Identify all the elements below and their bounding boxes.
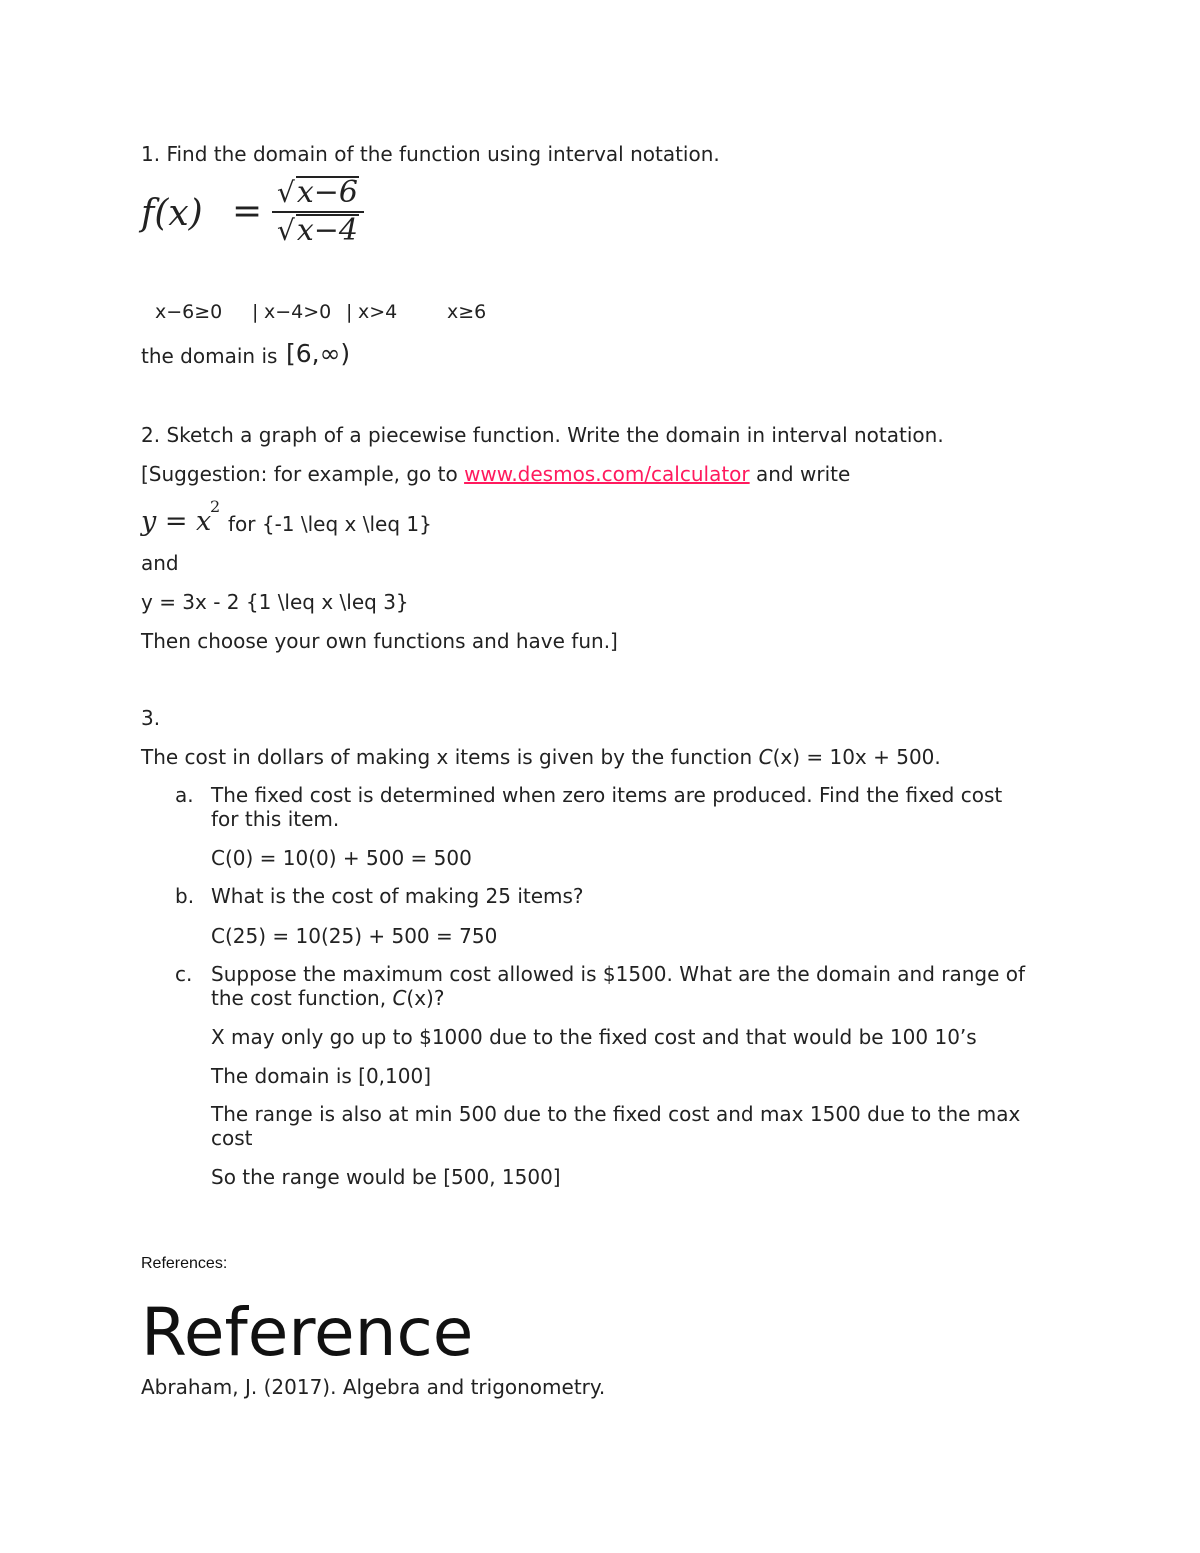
item-c-answer-2: The domain is [0,100] [211, 1064, 432, 1088]
item-c-line2-pre: the cost function, [211, 986, 387, 1010]
suggestion-prefix: [Suggestion: for example, go to [141, 462, 458, 486]
condition-1: x−6≥0 [155, 301, 223, 323]
separator-2: | [346, 301, 353, 323]
item-b-answer: C(25) = 10(25) + 500 = 750 [211, 924, 498, 948]
item-c-answer-3: The range is also at min 500 due to the fixed cost and max 1500 due to the max [211, 1102, 1021, 1126]
references-label: References: [141, 1255, 228, 1272]
condition-4: x≥6 [447, 301, 487, 323]
domain-value: [6,∞) [286, 339, 351, 368]
item-b-line1: What is the cost of making 25 items? [211, 884, 584, 908]
condition-3: x>4 [358, 301, 398, 323]
q3-intro [141, 745, 941, 769]
item-a-line1: The fixed cost is determined when zero items are produced. Find the fixed cost [211, 783, 1003, 807]
domain-prefix: the domain is [141, 344, 278, 368]
q2-suggestion-line [141, 462, 850, 486]
q2-closing: Then choose your own functions and have fun.] [141, 629, 618, 653]
item-c-line1: Suppose the maximum cost allowed is $1500. What are the domain and range of [211, 962, 1026, 986]
eq1-exponent: 2 [210, 497, 221, 516]
suggestion-suffix: and write [756, 462, 851, 486]
list-marker-b: b. [175, 884, 195, 908]
intro-pre: The cost in dollars of making x items is given by the function [141, 745, 753, 769]
sqrt-icon: √ [277, 214, 295, 247]
eq2-text: y = 3x - 2 {1 \leq x \leq 3} [141, 590, 409, 614]
item-c-line2-C: C [392, 986, 407, 1010]
q2-heading: 2. Sketch a graph of a piecewise function. Write the domain in interval notation. [141, 423, 944, 447]
desmos-link[interactable]: www.desmos.com/calculator [464, 462, 750, 486]
q1-heading: 1. Find the domain of the function using interval notation. [141, 142, 720, 166]
reference-heading: Reference [141, 1294, 474, 1371]
eq1-text: for {-1 \leq x \leq 1} [228, 512, 432, 536]
and-text: and [141, 551, 179, 575]
fraction-denominator [277, 214, 359, 248]
intro-post: (x) = 10x + 500. [772, 745, 941, 769]
list-marker-a: a. [175, 783, 194, 807]
denominator-radicand: x−4 [296, 213, 358, 248]
q3-number: 3. [141, 706, 161, 730]
item-c-line2-post: (x)? [406, 986, 445, 1010]
list-marker-c: c. [175, 962, 193, 986]
item-c-answer-1: X may only go up to $1000 due to the fixed cost and that would be 100 10’s [211, 1025, 977, 1049]
fraction-numerator [277, 176, 359, 210]
fx-lhs: f(x) [141, 193, 203, 234]
fraction [272, 176, 364, 248]
sqrt-icon: √ [277, 176, 295, 209]
item-c-answer-5: So the range would be [500, 1500] [211, 1165, 561, 1189]
separator-1: | [252, 301, 259, 323]
equals-sign: = [232, 191, 263, 232]
item-c-answer-4: cost [211, 1126, 253, 1150]
citation: Abraham, J. (2017). Algebra and trigonometry. [141, 1375, 606, 1399]
numerator-radicand: x−6 [296, 175, 358, 210]
item-c-line2 [211, 986, 444, 1010]
eq1-math: y = x [141, 506, 212, 537]
item-a-line2: for this item. [211, 807, 340, 831]
intro-C: C [758, 745, 773, 769]
item-a-answer: C(0) = 10(0) + 500 = 500 [211, 846, 472, 870]
condition-2: x−4>0 [264, 301, 332, 323]
